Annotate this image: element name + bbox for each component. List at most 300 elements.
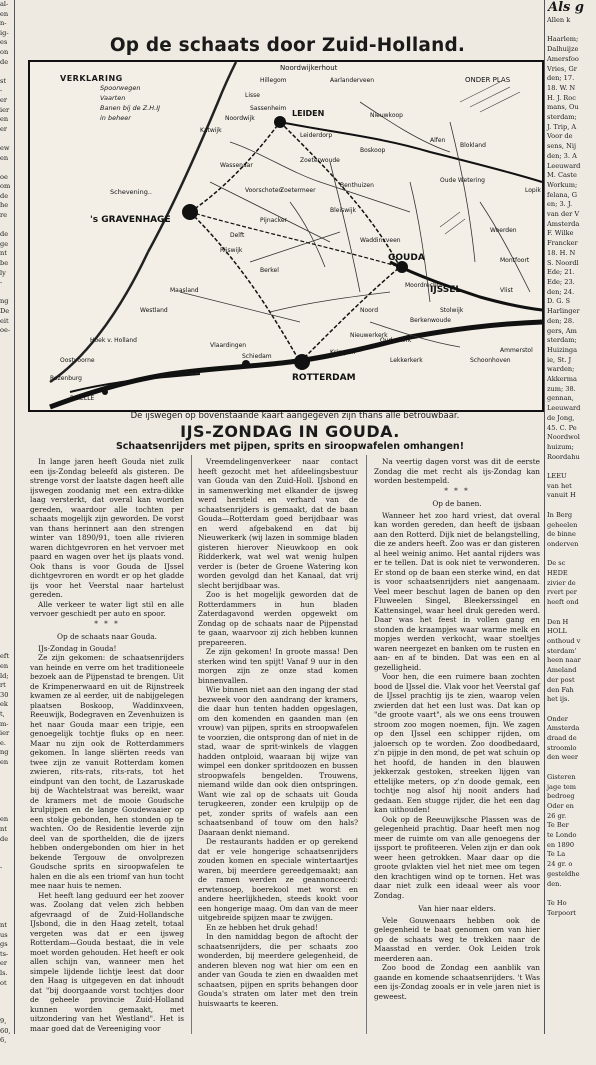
right-strip-fragment: Ede; 21. — [547, 268, 575, 277]
paragraph: Ook op de Reeuwijksche Plassen was de gelegenheid prachtig. Daar heeft men nog meer de ruimte om van alle genoegens der ijssport te profiteeren. Velen zijn er dan ook weer heen getrokken. Maar daar op die groote gvlakten viel het niet mee om tegen den krachtigen wind op te tornen. Het was daar niet zulk een ideaal weer als voor Zondag. — [374, 814, 540, 900]
right-strip-fragment: draad de — [547, 734, 577, 743]
left-strip-fragment — [0, 547, 14, 557]
right-strip-fragment: Voor de — [547, 132, 573, 141]
right-strip-fragment: de binne — [547, 530, 576, 539]
column-rule — [366, 455, 367, 1034]
right-strip-fragment: rvert per — [547, 588, 577, 597]
left-strip-fragment — [0, 413, 14, 423]
map-place-label: 's GRAVENHAGE — [90, 215, 171, 225]
right-strip-fragment: den; 28. — [547, 316, 575, 325]
map-place-label: Noordwijkerhout — [280, 64, 338, 72]
left-strip-fragment: ot — [0, 978, 7, 987]
right-strip-fragment: sterdam; — [547, 113, 577, 122]
map-caption: De ijswegen op bovenstaande kaart aangegeven zijn thans alle betrouwbaar. — [130, 411, 460, 421]
map-place-label: Voorschoten — [245, 187, 283, 194]
left-strip-fragment — [0, 892, 14, 902]
right-strip-fragment: Ede; 23. — [547, 277, 575, 286]
left-strip-fragment — [0, 508, 14, 518]
right-strip-fragment: J. Trip, A — [547, 122, 577, 131]
right-strip-fragment: Amsterda — [547, 219, 580, 228]
right-strip-fragment — [545, 26, 596, 36]
left-strip-fragment: m- — [0, 719, 9, 728]
paragraph: Wie binnen niet aan den ingang der stad bezweek voor den aandrang der kramers, die daar hun tenten hadden opgeslagen, om den komenden en gaanden man (en vrouw) van pijpen, sprits en stroopwafelen te voorzien, die ontsprong dan of niet in de stad, waar de sprit-winkels de vlaggen hadden ontploid, waaraan bij wijze van wimpel een donker spritdoozen en bussen stroopwafels bengelden. Trouwens, niemand wilde dan ook dien ontspringen. Want wie zal op de schaats uit Gouda terugkeeren, zonder een krulpijp op de pet, zonder sprits of wafels aan een schaatsenband of touw om den hals? Daaraan denkt niemand. — [198, 685, 358, 837]
left-strip-fragment — [0, 451, 14, 461]
left-strip-fragment: eit — [0, 316, 9, 325]
left-strip-fragment — [0, 614, 14, 624]
left-strip-fragment — [0, 796, 14, 806]
left-strip-fragment — [0, 883, 14, 893]
left-strip-fragment: en — [0, 115, 9, 124]
paragraph: In den namiddag begon de aftocht der schaatsenrijders, die per schaats zoo wonderden, bij meerdere gelegenheid, de anderen bleven nog wat hier om een en ander van Gouda te zien en dwaalden met schaatsen, pijpen en sprits behangen door Gouda's straten om later met den trein huiswaarts te keeren. — [198, 932, 358, 1008]
left-strip-fragment — [0, 393, 14, 403]
right-strip-fragment: mans, Ou — [547, 103, 579, 112]
left-strip-fragment — [0, 777, 14, 787]
map-place-label: Benthuizen — [340, 182, 374, 189]
left-strip-fragment: ig- — [0, 28, 9, 37]
right-strip-fragment: gennan, — [547, 394, 574, 403]
left-strip-fragment — [0, 911, 14, 921]
map-place-label: Montfoort — [500, 257, 530, 264]
right-strip-fragment: In Berg — [547, 510, 573, 519]
left-strip-fragment: ly — [0, 268, 6, 277]
map-place-label: Schoonhoven — [470, 357, 511, 364]
map-place-label: Hoek v. Holland — [90, 337, 137, 344]
right-strip-heading: Als g — [548, 0, 584, 15]
left-strip-fragment — [0, 221, 14, 231]
right-strip-fragment: Gisteren — [547, 772, 576, 781]
map-place-label: Moordrecht — [405, 282, 440, 289]
right-strip-lines — [545, 16, 596, 918]
article-column-3 — [374, 457, 540, 1034]
map-place-label: Vlaardingen — [210, 342, 247, 349]
right-strip-fragment: Francker — [547, 239, 578, 248]
map-place-label: Vlist — [500, 287, 513, 294]
left-strip-fragment: nt — [0, 249, 7, 258]
left-strip-fragment — [0, 576, 14, 586]
left-strip-fragment: gs — [0, 940, 8, 949]
left-strip-fragment: al- — [0, 0, 9, 8]
left-strip-fragment: ier — [0, 729, 10, 738]
right-strip-fragment: den; 17. — [547, 74, 575, 83]
section-heading: Op de banen. — [432, 499, 482, 508]
left-strip-fragment: 30 — [0, 690, 9, 699]
left-strip-fragment: oe- — [0, 326, 11, 335]
right-strip-fragment: Haarlem; — [547, 35, 579, 44]
right-strip-fragment: sterdam; — [547, 336, 577, 345]
right-strip-fragment: Dalhuijze — [547, 45, 579, 54]
left-strip-fragment — [0, 403, 14, 413]
right-strip-fragment: 45. C. Pe — [547, 423, 577, 432]
map-place-label: Noord — [360, 307, 378, 314]
paragraph: Zoo is het mogelijk geworden dat de Rotterdammers in hun bladen Zaterdagavond werden opgewekt om Zondag op de schaats naar de Pijpenstad te gaan, waarvoor zij zich hebben kunnen prepareeren. — [198, 590, 358, 647]
right-strip-fragment: Vries, Gr — [547, 64, 577, 73]
map-place-label: Delft — [230, 232, 245, 239]
right-strip-fragment: H. J. Roc — [547, 93, 576, 102]
right-strip-fragment: Den H — [547, 617, 569, 626]
map-place-label: Boskoop — [360, 147, 386, 154]
paragraph: Vele Gouwenaars hebben ook de gelegenheid te baat genomen om van hier op de schaats weg te trekken naar de Maasstad en verder. Ook Leiden trok meerderen aan. — [374, 915, 540, 963]
right-strip-fragment: Oder en — [547, 801, 574, 810]
paragraph: De restaurants hadden er op gerekend dat er vele hongerige schaatsenrijders zouden komen en speciale wintertaartjes waren, bij meerdere gereedgemaakt; aan de ramen werden ze geannonceerd: erwtensoep, boerekool met worst en andere heerlijkheden, steeds kookt voor een hongerige maag. Om dan van de meer uitgebreide spijzen maar te zwijgen. — [198, 837, 358, 922]
map-place-label: Berkel — [260, 267, 279, 274]
left-strip-fragment — [0, 288, 14, 298]
left-strip-fragment — [0, 806, 14, 816]
map-place-label: Nieuwkoop — [370, 112, 403, 119]
map-legend-item: Banen bij de Z.H.IJ — [100, 104, 161, 112]
right-strip-fragment: Te La — [547, 850, 566, 859]
left-strip-fragment — [0, 787, 14, 797]
map-place-label: Wassenaar — [220, 162, 253, 169]
left-strip-fragment — [0, 873, 14, 883]
map-place-label: Ouderkerk — [380, 337, 412, 344]
right-strip-fragment: 26 gr. — [547, 811, 567, 820]
right-strip-fragment: vanuit H — [547, 491, 576, 500]
right-strip-fragment: D. G. S — [547, 297, 570, 306]
right-strip-fragment: Leeuward — [547, 404, 581, 413]
right-strip-fragment: felana, G — [547, 190, 578, 199]
map-place-label: Zoetermeer — [280, 187, 316, 194]
right-strip-fragment: Noordwol — [547, 433, 580, 442]
left-strip-fragment — [0, 585, 14, 595]
right-strip-fragment: Te Ho — [547, 898, 567, 907]
left-strip-fragment — [0, 365, 14, 375]
right-strip-fragment: 18. W. N — [547, 83, 576, 92]
paragraph: Vreemdelingenverkeer naar contact heeft gezocht met het afdeelingsbestuur van Gouda van den Zuid-Holl. IJsbond en in samenwerking met elkander de ijsweg werd hersteld en verhard van de schaatsenrijders is gemaakt, dat de baan Gouda—Rotterdam goed berijdbaar was en werd afgebakend en dat bij Nieuwerkerk (wij lazen in sommige bladen gisteren hierover Nieuwkoop en ook Ridderkerk, wat wel wat wenig hulpen verder is (beter de Groene Watering kon worden gevolgd dan het Kanaal, dat vrij slecht berijdbaar was. — [198, 457, 358, 590]
map-place-label: Lekkerkerk — [390, 357, 423, 364]
right-strip-fragment: huizum; — [547, 442, 574, 451]
right-strip-fragment: den; 24. — [547, 287, 575, 296]
right-strip-fragment: HEDE — [547, 569, 568, 578]
left-strip-fragment — [0, 556, 14, 566]
right-strip-fragment: Workum; — [547, 180, 578, 189]
article-column-1 — [30, 457, 184, 1034]
section-heading: Op de schaats naar Gouda. — [57, 632, 157, 641]
map-place-label: Nieuwerkerk — [350, 332, 388, 339]
right-strip-fragment: Leeuward — [547, 161, 581, 170]
left-strip-fragment: 9, — [0, 1016, 7, 1025]
left-strip-fragment: re — [0, 211, 8, 220]
left-strip-fragment — [0, 336, 14, 346]
map-legend — [60, 74, 160, 123]
left-strip-fragment: de — [0, 57, 9, 66]
left-strip-fragment: en — [0, 757, 9, 766]
left-strip-fragment — [0, 422, 14, 432]
left-strip-fragment — [0, 480, 14, 490]
paragraph: Het heeft lang geduurd eer het zoover was. Zoolang dat velen zich hebben afgevraagd of de Zuid-Hollandsche IJsbond, die in den Haag zetelt, totaal vergeten was dat er een ijsweg Rotterdam—Gouda bestaat, die in vele moet worden gehouden. Het heeft er ook allen schijn van, wanneer men het simpele lijdende lichtje leest dat door den Haag is uitgegeven en dat inhoudt dat "bij doorgaande vorst tochtjes door de geheele provincie Zuid-Holland kunnen worden gemaakt, met uitzondering van het Westland". Het is maar goed dat de Vereeniging voor — [30, 890, 184, 1033]
left-strip-fragment: - — [0, 86, 3, 95]
left-strip-fragment — [0, 988, 14, 998]
map-place-label: Leiderdorp — [300, 132, 333, 139]
right-strip-fragment: 24 gr. o — [547, 860, 573, 869]
map-legend-item: Spoorwegen — [100, 84, 141, 92]
right-strip-fragment: stroomlo — [547, 743, 577, 752]
left-strip-fragment — [0, 1007, 14, 1017]
map-place-label: Rijswijk — [220, 247, 243, 254]
right-strip-fragment: den. — [547, 879, 562, 888]
left-strip-fragment: be — [0, 259, 9, 268]
left-strip-fragment — [0, 624, 14, 634]
right-strip-fragment: den weer — [547, 753, 579, 762]
map-place-label: GOUDA — [388, 253, 425, 263]
right-strip-fragment: zivier de — [547, 578, 576, 587]
left-strip-fragment: - — [0, 278, 3, 287]
right-strip-fragment: van het — [547, 481, 572, 490]
left-strip-fragment — [0, 1046, 14, 1056]
map-place-label: Woerden — [490, 227, 517, 234]
left-strip-fragment: en — [0, 9, 9, 18]
left-strip-fragment — [0, 345, 14, 355]
left-strip-fragment: n- — [0, 19, 7, 28]
left-strip-fragment: ng — [0, 297, 9, 306]
right-strip-fragment: Te Ber — [547, 821, 569, 830]
left-strip-fragment — [0, 604, 14, 614]
map-legend-title: VERKLARING — [60, 74, 123, 83]
left-strip-fragment: he — [0, 201, 9, 210]
map-place-label: Ammerstol — [500, 347, 533, 354]
left-strip-fragment — [0, 432, 14, 442]
left-strip-fragment: er — [0, 124, 8, 133]
paragraph: Ze zijn gekomen: de schaatsenrijders van heinde en verre om het traditioneele bezoek aan de Pijpenstad te brengen. Uit de Krimpenerwaard en uit de Rijnstreek kwamen ze al eerder, uit de nabijgelegen plaatsen Boskoop, Waddinxveen, Reeuwijk, Bodegraven en Zevenhuizen is het naar Gouda maar een tripje, een genoegelijk tochtje fluks op en neer. Maar nu zijn ook de Rotterdammers gekomen. In lange sliërten reeds van twee zijn ze vanuit Rotterdam komen zwieren, rits-rats, rits-rats, tot het eindpunt van den tocht, de Lazaruskade bij de Wachtelstraat was bereikt, waar de kramers met de mooie Goudsche krulpijpen en de lange Goudewaaier op een stokje gebonden, hen stonden op te wachten. Oo de Residentie leverde zijn deel van de sporthelden, die de ijzers hebben ondergebonden om hier in het bekende Tergouw de onvolprezen Goudsche sprits en siroopwafelen te halen en die als een triomf van hun tocht mee naar huis te nemen. — [30, 653, 184, 890]
paragraph: Zoo bood de Zondag een aanblik van gaande en komende schaatsenrijders. 't Was een ijs-Zondag zooals er in vele jaren niet is geweest. — [374, 963, 540, 1001]
right-strip-fragment: sterdam' — [547, 646, 577, 655]
left-strip-fragment — [0, 537, 14, 547]
map-place-label: Alfen — [430, 137, 446, 144]
left-strip-fragment — [0, 595, 14, 605]
left-strip-fragment — [0, 566, 14, 576]
map-place-label: Aarlanderveen — [330, 77, 375, 84]
right-strip-fragment: sens, Nij — [547, 142, 577, 151]
left-strip-fragment: eft — [0, 652, 9, 661]
left-strip-fragment: t, — [0, 709, 5, 718]
map-place-label: Oude Wetering — [440, 177, 485, 184]
left-strip-fragment: es — [0, 38, 8, 47]
right-strip-fragment — [545, 705, 596, 715]
map-place-label: Schiedam — [242, 353, 272, 360]
right-strip-fragment: Allen k — [547, 16, 571, 24]
left-strip-fragment — [0, 384, 14, 394]
map-place-label: LEIDEN — [292, 109, 325, 118]
left-strip-fragment — [0, 134, 14, 144]
map-place-label: Zoeterwoude — [300, 157, 340, 164]
right-strip-fragment: zum; 38. — [547, 384, 576, 393]
left-strip-fragment — [0, 633, 14, 643]
left-strip-fragment: ek — [0, 700, 8, 709]
left-strip-fragment: 6, — [0, 1036, 7, 1045]
right-strip-fragment: jage tem — [547, 782, 576, 791]
left-strip-fragment: rt — [0, 681, 6, 690]
left-strip-fragment: nt — [0, 921, 7, 929]
right-strip-fragment: gers, Am — [547, 326, 577, 335]
paragraph: En ze hebben het druk gehad! — [206, 922, 319, 932]
left-strip-fragment: e. — [0, 738, 6, 747]
left-strip-fragment: ew — [0, 143, 10, 152]
map-place-label: Blokland — [460, 142, 486, 149]
right-strip-fragment: Ameland — [547, 666, 577, 675]
right-strip-fragment: HOLL — [547, 627, 567, 636]
paragraph: IJs-Zondag in Gouda! — [38, 643, 117, 653]
map-place-label: Noordwijk — [225, 115, 255, 122]
right-strip-fragment: en; 3. J. — [547, 200, 573, 209]
right-strip-fragment: den; 3. A — [547, 151, 577, 160]
right-strip-fragment: 18. H. N — [547, 248, 576, 257]
right-strip-fragment: Onder — [547, 714, 568, 723]
map-place-label: Pijnacker — [260, 217, 288, 224]
left-strip-fragment: de — [0, 230, 9, 239]
map-place-label: Rozenburg — [50, 375, 82, 382]
right-strip-fragment: te Londo — [547, 831, 577, 840]
map-place-label: Sassenheim — [250, 105, 287, 112]
right-strip-fragment: Terpoort — [547, 908, 576, 917]
paragraph: Na veertig dagen vorst was dit de eerste Zondag die met recht als ijs-Zondag kan worden bestempeld. — [374, 457, 540, 485]
right-strip-fragment — [545, 763, 596, 773]
right-strip-fragment: S. Noordl — [547, 258, 579, 267]
left-strip-fragment: on — [0, 47, 9, 56]
map-place-label: Stolwijk — [440, 307, 464, 314]
left-strip-fragment: oe — [0, 172, 8, 181]
left-strip-fragment — [0, 499, 14, 509]
paragraph: In lange jaren heeft Gouda niet zulk een ijs-Zondag beleefd als gisteren. De strenge vorst der laatste dagen heeft alle ijswegen zoodanig met een extra-dikke laag versterkt, dat overal kan worden gereden, waardoor alle tochten per schaats mogelijk zijn geworden. De vorst van thans herinnert aan den strengen winter van 1890/91, toen alle rivieren waren dichtgevroren en het vervoer met paard en wagen over het ijs plaats vond. Ook thans is voor Gouda de IJssel dichtgevroren en wordt er op het gladde ijs voor het Veerstal naar hartelust gereden. — [30, 457, 184, 599]
right-strip-fragment: geheelen — [547, 520, 578, 529]
map-place-label: Waddinxveen — [360, 237, 401, 244]
map-place-label: Hillegom — [260, 77, 287, 84]
left-strip-fragment: us — [0, 930, 8, 939]
right-strip-fragment: warden; — [547, 365, 575, 374]
right-strip-fragment: onderven — [547, 539, 579, 548]
map-place-label: Berkenwoude — [410, 317, 451, 324]
page-headline: Op de schaats door Zuid-Holland. — [109, 35, 466, 56]
right-strip-fragment: den Fah — [547, 685, 574, 694]
left-strip-fragment: en — [0, 661, 9, 670]
left-strip-fragment — [0, 768, 14, 778]
right-strip-fragment: heen naar — [547, 656, 581, 665]
right-strip-fragment: gesteldhe — [547, 869, 580, 878]
right-strip-fragment — [545, 889, 596, 899]
left-strip-fragment — [0, 461, 14, 471]
right-strip-fragment: der post — [547, 675, 575, 684]
right-strip-fragment: Akkerma — [547, 375, 577, 384]
article-headline: IJS-ZONDAG IN GOUDA. — [180, 422, 400, 441]
left-strip-fragment: ld; — [0, 671, 9, 680]
right-strip-fragment: bedroeg — [547, 792, 575, 801]
right-strip-fragment: Roordahu — [547, 452, 580, 461]
right-strip-fragment: Amsterda — [547, 724, 580, 733]
left-strip-fragment — [0, 998, 14, 1008]
left-strip-fragment — [0, 902, 14, 912]
left-strip-fragment — [0, 163, 14, 173]
left-strip-fragment: 60, — [0, 1026, 11, 1035]
left-strip-fragment — [0, 355, 14, 365]
left-strip-fragment — [0, 528, 14, 538]
map-place-label: Oostvoorne — [60, 357, 95, 364]
right-strip-fragment — [545, 608, 596, 618]
left-strip-fragment — [0, 67, 14, 77]
article-column-2 — [198, 457, 358, 1034]
left-strip-fragment: ts- — [0, 949, 9, 958]
right-strip-fragment: van der V — [547, 210, 580, 219]
left-strip-fragment: de — [0, 191, 9, 200]
left-strip-fragment — [0, 643, 14, 653]
left-strip-fragment: en — [0, 815, 9, 824]
right-strip-fragment: het ijs. — [547, 695, 570, 704]
map-legend-item: in beheer — [100, 114, 131, 122]
map-place-label: Krimpen — [330, 349, 356, 356]
paragraph: Wanneer het zoo hard vriest, dat overal kan worden gereden, dan heeft de ijsbaan aan den Rotterd. Dijk niet de belangstelling, die ze anders heeft. Zoo was er dan gisteren al heel weinig animo. Het aantal rijders was er te tellen. Dat is ook niet te verwonderen. Er stond op de baan een sterke wind, en dat is voor schaatsenrijders niet aangenaam. Veel meer beschut lagen de banen op den Fluweelen Singel, Bleekerssingel en Kattensingel, waar heel druk gereden werd. Daar was het feest in vollen gang en stonden de kraampjes waar warme melk en mopjes werden verkocht, waar stoeltjes waren neergezet en banken om te rusten en aan- en af te binden. Dat was een en al gezelligheid. — [374, 510, 540, 672]
left-strip-fragment — [0, 1055, 14, 1065]
map-place-label: Westland — [140, 307, 168, 314]
right-strip-fragment: M. Caste — [547, 171, 577, 180]
left-strip-fragment: - — [0, 863, 3, 872]
right-strip-fragment: onthoud v — [547, 637, 581, 645]
map-place-label: Katwijk — [200, 127, 222, 134]
section-separator: * * * — [94, 618, 120, 628]
left-strip-fragment — [0, 489, 14, 499]
article-subheadline: Schaatsenrijders met pijpen, sprits en siroopwafelen omhangen! — [115, 441, 465, 452]
left-strip-fragment — [0, 844, 14, 854]
left-strip-fragment: st — [0, 76, 7, 85]
left-strip-fragment: ls. — [0, 968, 8, 977]
right-strip-fragment: Harlinger — [547, 307, 580, 316]
map-place-label: BRIELLE — [70, 395, 95, 402]
map-place-label: Schevening.. — [110, 188, 152, 196]
section-heading: Van hier naar elders. — [418, 904, 496, 913]
right-strip-fragment: Amersfoo — [547, 54, 579, 63]
left-strip-fragment: de — [0, 834, 9, 843]
left-strip-fragment: nt — [0, 825, 7, 834]
left-strip-fragment — [0, 441, 14, 451]
paragraph: Ze zijn gekomen! In groote massa! Den sterken wind ten spijt! Vanaf 9 uur in den morgen zijn ze onze stad komen binnenvallen. — [198, 647, 358, 685]
right-strip-fragment — [545, 462, 596, 472]
map-place-label: Lisse — [245, 92, 260, 99]
right-strip-fragment: F. Wilke — [547, 229, 574, 238]
right-strip-fragment: heeft ond — [547, 598, 579, 607]
map-place-label: Bleiswijk — [330, 207, 356, 214]
map-place-label: Maasland — [170, 287, 199, 294]
left-strip-fragment: en — [0, 153, 9, 162]
map-legend-item: Vaarten — [100, 94, 126, 102]
right-adjacent-column-strip — [544, 0, 596, 1034]
left-strip-fragment: ge — [0, 239, 9, 248]
left-strip-fragment — [0, 374, 14, 384]
right-strip-fragment: De sc — [547, 559, 566, 568]
left-strip-fragment: ng — [0, 748, 9, 757]
left-adjacent-column-strip — [0, 0, 15, 1045]
right-strip-fragment: LEEU — [547, 472, 567, 481]
left-strip-fragment — [0, 518, 14, 528]
right-strip-fragment — [545, 550, 596, 560]
left-strip-fragment — [0, 470, 14, 480]
right-strip-fragment — [545, 501, 596, 511]
map-place-label: Lopik — [525, 187, 541, 194]
map-place-label: IJSSEL — [430, 285, 462, 295]
right-strip-fragment: Huizinga — [547, 345, 578, 354]
column-rule — [191, 455, 192, 1034]
paragraph: Alle verkeer te water ligt stil en alle vervoer geschiedt per auto en spoor. — [30, 599, 184, 618]
left-strip-fragment — [0, 854, 14, 864]
left-strip-fragment: ier — [0, 105, 10, 114]
section-separator: * * * — [444, 485, 470, 495]
left-strip-fragment: De — [0, 307, 10, 315]
right-strip-fragment: en 1890 — [547, 840, 575, 849]
map-place-label: ONDER PLAS — [465, 76, 511, 84]
left-strip-fragment: er — [0, 959, 8, 968]
right-strip-fragment: ie, St. J — [547, 355, 572, 364]
map-place-label: ROTTERDAM — [292, 373, 356, 383]
left-strip-fragment: er — [0, 95, 8, 104]
right-strip-fragment: de Jong, — [547, 413, 575, 422]
left-strip-fragment: om — [0, 182, 11, 191]
skating-map — [28, 60, 544, 412]
paragraph: Voor hen, die een ruimere baan zochten bood de IJssel die. Vlak voor het Veerstal gaf de IJssel prachtig ijs te zien, waarop velen zwierden dat het een lust was. Dat kan op "de groote vaart", als we ons eens trouwen stroom zoo mogen noemen, fijn. We zagen op den IJssel een schipper rijden, om jaloersch op te worden. Zoo doodbedaard, z'n pijpje in den mond, de pet wat schuin op het hoofd, de handen in den blauwen jekkerzak gestoken, streeken lijgen van ettelijke meters, op z'n doode gemak, een tochtje nog alsof hij nooit anders had gedaan. Een stugge rijder, die het een dag kan uithouden! — [374, 672, 540, 814]
